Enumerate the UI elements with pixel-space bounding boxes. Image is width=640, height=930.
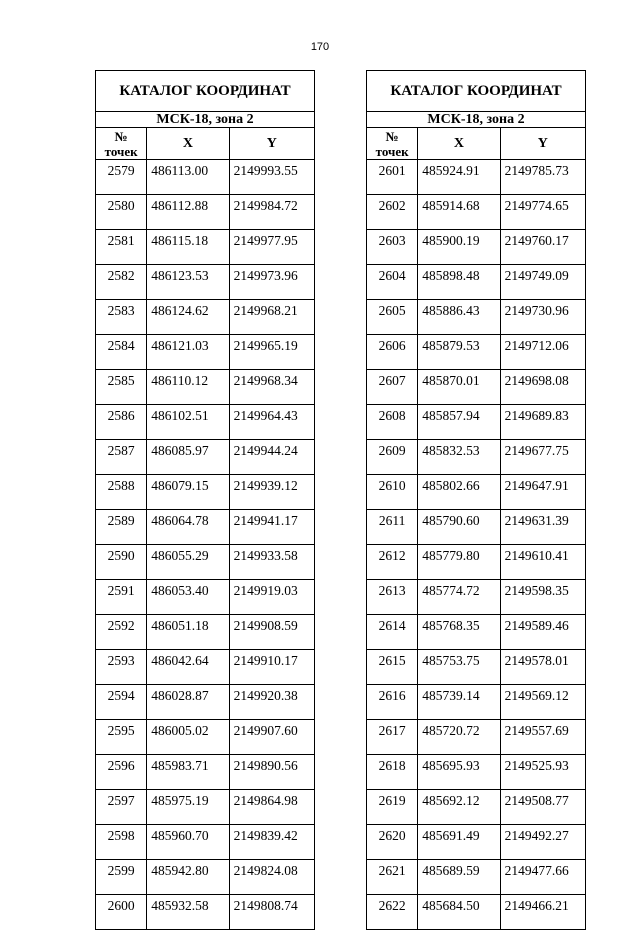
table-row	[96, 825, 315, 860]
table-row	[96, 860, 315, 895]
y-coordinate-cell: 2149712.06	[500, 335, 585, 370]
point-number-cell: 2588	[96, 475, 147, 510]
column-header-point-number	[367, 128, 418, 160]
x-coordinate-cell: 485790.60	[418, 510, 500, 545]
x-coordinate-cell: 485753.75	[418, 650, 500, 685]
table-row	[367, 265, 586, 300]
x-coordinate-cell: 485857.94	[418, 405, 500, 440]
point-number-cell: 2586	[96, 405, 147, 440]
x-coordinate-cell: 486123.53	[147, 265, 229, 300]
table-row	[96, 195, 315, 230]
column-header-y: Y	[229, 128, 314, 160]
y-coordinate-cell: 2149984.72	[229, 195, 314, 230]
table-row	[96, 895, 315, 930]
table-row	[367, 405, 586, 440]
point-number-cell: 2595	[96, 720, 147, 755]
y-coordinate-cell: 2149944.24	[229, 440, 314, 475]
y-coordinate-cell: 2149908.59	[229, 615, 314, 650]
point-number-cell: 2609	[367, 440, 418, 475]
point-number-cell: 2603	[367, 230, 418, 265]
point-number-cell: 2604	[367, 265, 418, 300]
point-number-cell: 2594	[96, 685, 147, 720]
y-coordinate-cell: 2149689.83	[500, 405, 585, 440]
y-coordinate-cell: 2149965.19	[229, 335, 314, 370]
x-coordinate-cell: 486051.18	[147, 615, 229, 650]
column-header-y: Y	[500, 128, 585, 160]
x-coordinate-cell: 486110.12	[147, 370, 229, 405]
x-coordinate-cell: 486124.62	[147, 300, 229, 335]
points-word: точек	[375, 143, 409, 159]
x-coordinate-cell: 485774.72	[418, 580, 500, 615]
point-number-cell: 2606	[367, 335, 418, 370]
point-number-cell: 2607	[367, 370, 418, 405]
x-coordinate-cell: 485886.43	[418, 300, 500, 335]
y-coordinate-cell: 2149808.74	[229, 895, 314, 930]
y-coordinate-cell: 2149993.55	[229, 160, 314, 195]
point-number-cell: 2602	[367, 195, 418, 230]
x-coordinate-cell: 485689.59	[418, 860, 500, 895]
y-coordinate-cell: 2149677.75	[500, 440, 585, 475]
x-coordinate-cell: 486115.18	[147, 230, 229, 265]
x-coordinate-cell: 486053.40	[147, 580, 229, 615]
x-coordinate-cell: 486079.15	[147, 475, 229, 510]
y-coordinate-cell: 2149492.27	[500, 825, 585, 860]
x-coordinate-cell: 485975.19	[147, 790, 229, 825]
table-row	[367, 510, 586, 545]
point-number-cell: 2622	[367, 895, 418, 930]
x-coordinate-cell: 485779.80	[418, 545, 500, 580]
table-row	[96, 615, 315, 650]
y-coordinate-cell: 2149919.03	[229, 580, 314, 615]
point-number-cell: 2611	[367, 510, 418, 545]
point-number-cell: 2615	[367, 650, 418, 685]
point-number-cell: 2600	[96, 895, 147, 930]
catalog-title: КАТАЛОГ КООРДИНАТ	[367, 71, 586, 112]
y-coordinate-cell: 2149698.08	[500, 370, 585, 405]
y-coordinate-cell: 2149941.17	[229, 510, 314, 545]
x-coordinate-cell: 485879.53	[418, 335, 500, 370]
y-coordinate-cell: 2149760.17	[500, 230, 585, 265]
column-header-point-number	[96, 128, 147, 160]
number-sign: №	[385, 128, 399, 144]
y-coordinate-cell: 2149525.93	[500, 755, 585, 790]
x-coordinate-cell: 485932.58	[147, 895, 229, 930]
x-coordinate-cell: 485983.71	[147, 755, 229, 790]
point-number-cell: 2587	[96, 440, 147, 475]
table-row	[96, 510, 315, 545]
point-number-cell: 2593	[96, 650, 147, 685]
point-number-cell: 2610	[367, 475, 418, 510]
point-number-cell: 2580	[96, 195, 147, 230]
table-row	[96, 265, 315, 300]
x-coordinate-cell: 486005.02	[147, 720, 229, 755]
table-row	[96, 755, 315, 790]
point-number-cell: 2601	[367, 160, 418, 195]
table-row	[96, 580, 315, 615]
x-coordinate-cell: 485739.14	[418, 685, 500, 720]
x-coordinate-cell: 485870.01	[418, 370, 500, 405]
x-coordinate-cell: 486112.88	[147, 195, 229, 230]
point-number-cell: 2596	[96, 755, 147, 790]
table-row	[367, 475, 586, 510]
x-coordinate-cell: 485691.49	[418, 825, 500, 860]
point-number-cell: 2619	[367, 790, 418, 825]
y-coordinate-cell: 2149973.96	[229, 265, 314, 300]
point-number-cell: 2605	[367, 300, 418, 335]
table-row	[367, 825, 586, 860]
table-row	[96, 790, 315, 825]
x-coordinate-cell: 485802.66	[418, 475, 500, 510]
point-number-cell: 2618	[367, 755, 418, 790]
point-number-cell: 2590	[96, 545, 147, 580]
table-row	[96, 335, 315, 370]
coordinate-system-label: МСК-18, зона 2	[367, 112, 586, 128]
point-number-cell: 2612	[367, 545, 418, 580]
y-coordinate-cell: 2149610.41	[500, 545, 585, 580]
table-row	[367, 440, 586, 475]
table-row	[367, 860, 586, 895]
y-coordinate-cell: 2149589.46	[500, 615, 585, 650]
y-coordinate-cell: 2149508.77	[500, 790, 585, 825]
x-coordinate-cell: 485768.35	[418, 615, 500, 650]
point-number-cell: 2582	[96, 265, 147, 300]
column-header-x: X	[147, 128, 229, 160]
points-word: точек	[104, 143, 138, 159]
x-coordinate-cell: 486102.51	[147, 405, 229, 440]
point-number-cell: 2608	[367, 405, 418, 440]
y-coordinate-cell: 2149774.65	[500, 195, 585, 230]
coordinate-catalog-table-left	[95, 70, 315, 930]
point-number-cell: 2592	[96, 615, 147, 650]
y-coordinate-cell: 2149920.38	[229, 685, 314, 720]
point-number-cell: 2617	[367, 720, 418, 755]
x-coordinate-cell: 485942.80	[147, 860, 229, 895]
coordinate-system-label: МСК-18, зона 2	[96, 112, 315, 128]
x-coordinate-cell: 486085.97	[147, 440, 229, 475]
y-coordinate-cell: 2149578.01	[500, 650, 585, 685]
table-row	[96, 545, 315, 580]
table-row	[367, 685, 586, 720]
y-coordinate-cell: 2149785.73	[500, 160, 585, 195]
point-number-cell: 2585	[96, 370, 147, 405]
x-coordinate-cell: 486113.00	[147, 160, 229, 195]
table-row	[367, 755, 586, 790]
x-coordinate-cell: 485900.19	[418, 230, 500, 265]
point-number-cell: 2584	[96, 335, 147, 370]
table-row	[96, 405, 315, 440]
x-coordinate-cell: 485692.12	[418, 790, 500, 825]
table-row	[96, 650, 315, 685]
table-row	[96, 440, 315, 475]
table-row	[367, 335, 586, 370]
y-coordinate-cell: 2149977.95	[229, 230, 314, 265]
point-number-cell: 2579	[96, 160, 147, 195]
table-row	[96, 685, 315, 720]
y-coordinate-cell: 2149824.08	[229, 860, 314, 895]
y-coordinate-cell: 2149557.69	[500, 720, 585, 755]
table-row	[96, 475, 315, 510]
coordinate-catalog-table-right	[366, 70, 586, 930]
table-row	[367, 160, 586, 195]
x-coordinate-cell: 486064.78	[147, 510, 229, 545]
catalog-title: КАТАЛОГ КООРДИНАТ	[96, 71, 315, 112]
x-coordinate-cell: 486121.03	[147, 335, 229, 370]
y-coordinate-cell: 2149907.60	[229, 720, 314, 755]
table-row	[96, 720, 315, 755]
table-row	[367, 545, 586, 580]
point-number-cell: 2616	[367, 685, 418, 720]
y-coordinate-cell: 2149964.43	[229, 405, 314, 440]
number-sign: №	[114, 128, 128, 144]
table-row	[367, 300, 586, 335]
point-number-cell: 2597	[96, 790, 147, 825]
x-coordinate-cell: 485695.93	[418, 755, 500, 790]
x-coordinate-cell: 485720.72	[418, 720, 500, 755]
column-header-x: X	[418, 128, 500, 160]
y-coordinate-cell: 2149749.09	[500, 265, 585, 300]
point-number-cell: 2614	[367, 615, 418, 650]
y-coordinate-cell: 2149939.12	[229, 475, 314, 510]
x-coordinate-cell: 485832.53	[418, 440, 500, 475]
point-number-cell: 2581	[96, 230, 147, 265]
y-coordinate-cell: 2149968.34	[229, 370, 314, 405]
point-number-cell: 2598	[96, 825, 147, 860]
table-row	[96, 160, 315, 195]
x-coordinate-cell: 485684.50	[418, 895, 500, 930]
y-coordinate-cell: 2149569.12	[500, 685, 585, 720]
point-number-cell: 2621	[367, 860, 418, 895]
point-number-cell: 2591	[96, 580, 147, 615]
point-number-cell: 2620	[367, 825, 418, 860]
y-coordinate-cell: 2149647.91	[500, 475, 585, 510]
x-coordinate-cell: 485924.91	[418, 160, 500, 195]
y-coordinate-cell: 2149631.39	[500, 510, 585, 545]
table-row	[96, 370, 315, 405]
table-row	[367, 720, 586, 755]
x-coordinate-cell: 486028.87	[147, 685, 229, 720]
table-row	[367, 580, 586, 615]
y-coordinate-cell: 2149598.35	[500, 580, 585, 615]
table-row	[367, 195, 586, 230]
y-coordinate-cell: 2149910.17	[229, 650, 314, 685]
x-coordinate-cell: 486055.29	[147, 545, 229, 580]
y-coordinate-cell: 2149864.98	[229, 790, 314, 825]
x-coordinate-cell: 485898.48	[418, 265, 500, 300]
y-coordinate-cell: 2149933.58	[229, 545, 314, 580]
table-row	[367, 615, 586, 650]
page-number: 170	[310, 41, 330, 53]
table-row	[96, 300, 315, 335]
table-row	[367, 230, 586, 265]
point-number-cell: 2583	[96, 300, 147, 335]
table-row	[367, 895, 586, 930]
table-row	[367, 650, 586, 685]
y-coordinate-cell: 2149968.21	[229, 300, 314, 335]
point-number-cell: 2613	[367, 580, 418, 615]
x-coordinate-cell: 485960.70	[147, 825, 229, 860]
y-coordinate-cell: 2149890.56	[229, 755, 314, 790]
x-coordinate-cell: 485914.68	[418, 195, 500, 230]
table-row	[96, 230, 315, 265]
y-coordinate-cell: 2149730.96	[500, 300, 585, 335]
y-coordinate-cell: 2149466.21	[500, 895, 585, 930]
y-coordinate-cell: 2149477.66	[500, 860, 585, 895]
table-row	[367, 370, 586, 405]
point-number-cell: 2589	[96, 510, 147, 545]
point-number-cell: 2599	[96, 860, 147, 895]
x-coordinate-cell: 486042.64	[147, 650, 229, 685]
table-row	[367, 790, 586, 825]
y-coordinate-cell: 2149839.42	[229, 825, 314, 860]
